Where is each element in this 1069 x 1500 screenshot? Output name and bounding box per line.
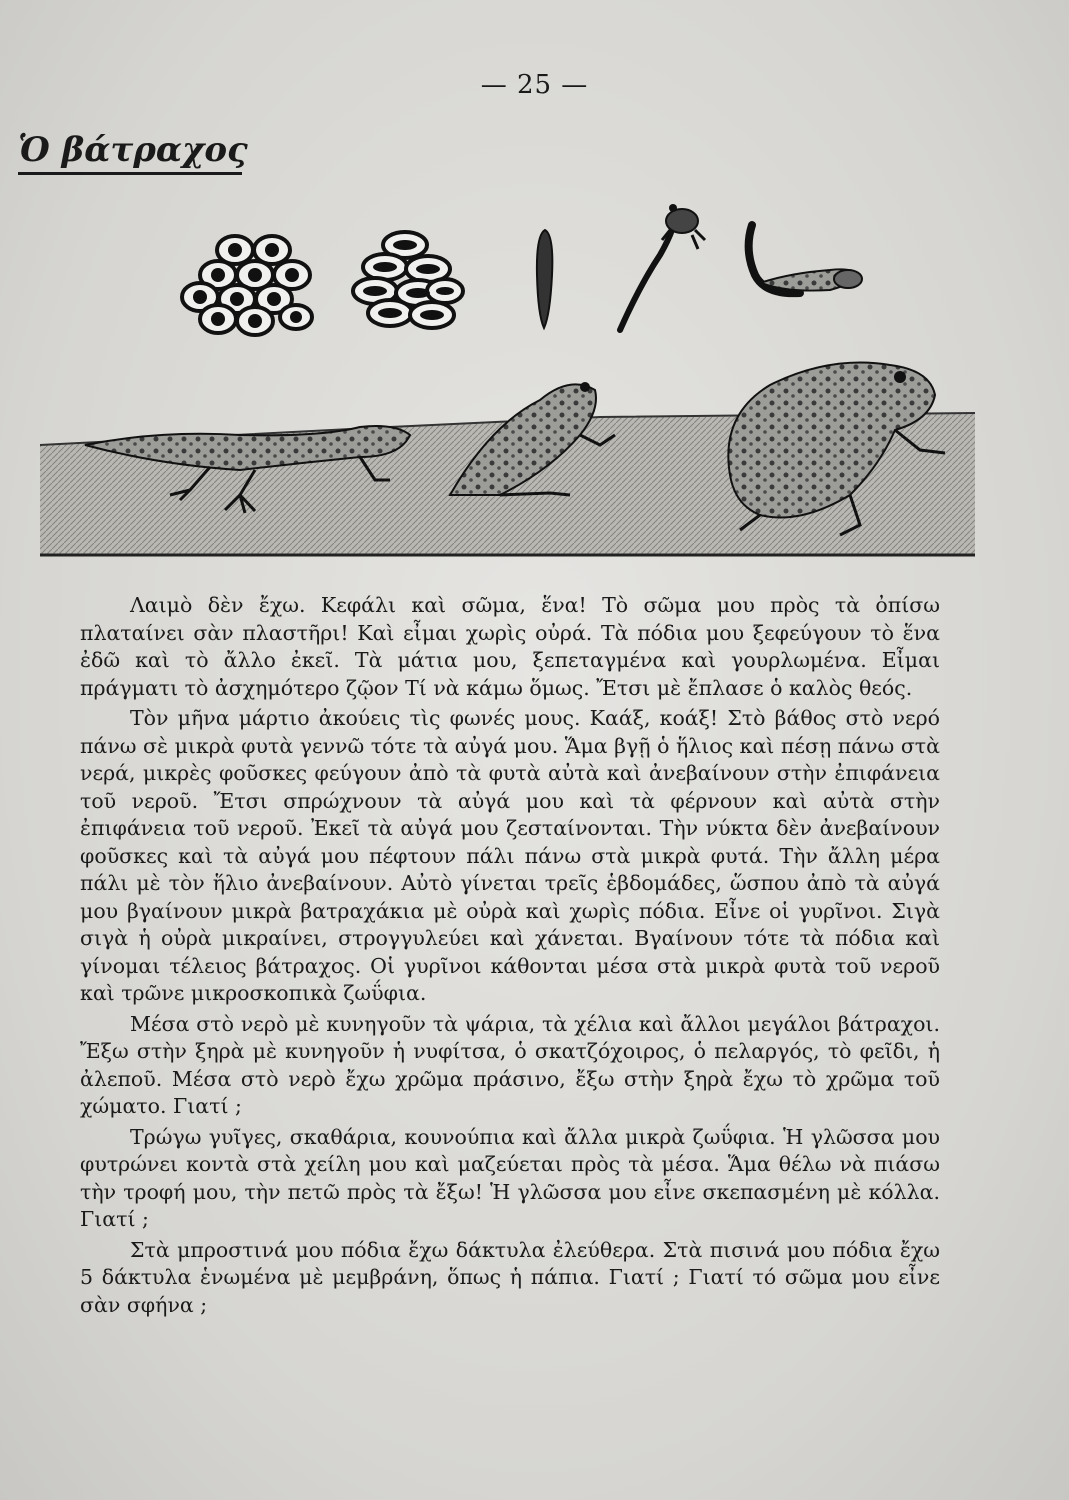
- tadpole: [749, 225, 862, 293]
- body-text: [80, 592, 940, 1319]
- frog-life-cycle-illustration: [40, 195, 975, 565]
- embryo-stage: [537, 230, 552, 328]
- tadpole-with-gills: [620, 204, 705, 330]
- egg-cluster-2: [353, 232, 463, 328]
- page-title: Ὁ βάτραχος: [18, 130, 248, 170]
- paragraph-4: Τρώγω γυῖγες, σκαθάρια, κουνούπια καὶ ἄλλα μικρὰ ζωΰφια. Ἡ γλῶσσα μου φυτρώνει κοντὰ στὰ χείλη μου καὶ μαζεύεται πρὸς τὰ μέσα. Ἅμα θέλω νὰ πιάσω τὴν τροφή μου, τὴν πετῶ πρὸς τὰ ἔξω! Ἡ γλῶσσα μου εἶνε σκεπασμένη μὲ κόλλα. Γιατί ;: [80, 1124, 940, 1231]
- page-number: — 25 —: [480, 70, 589, 100]
- title-underline: [18, 172, 242, 175]
- egg-cluster-1: [182, 236, 312, 335]
- paragraph-5: Στὰ μπροστινά μου πόδια ἔχω δάκτυλα ἐλεύθερα. Στὰ πισινά μου πόδια ἔχω 5 δάκτυλα ἑνωμένα μὲ μεμβράνη, ὅπως ἡ πάπια. Γιατί ; Γιατί τό σῶμα μου εἶνε σὰν σφήνα ;: [80, 1237, 940, 1317]
- paragraph-1: Λαιμὸ δὲν ἔχω. Κεφάλι καὶ σῶμα, ἕνα! Τὸ σῶμα μου πρὸς τὰ ὀπίσω πλαταίνει σὰν πλαστῆρι! Καὶ εἶμαι χωρὶς οὐρά. Τὰ πόδια μου ξεφεύγουν τὸ ἕνα ἐδῶ καὶ τὸ ἄλλο ἐκεῖ. Τὰ μάτια μου, ξεπεταγμένα καὶ γουρλωμένα. Εἶμαι πράγματι τὸ ἀσχημότερο ζῷον Τί νὰ κάμω ὅμως. Ἔτσι μὲ ἔπλασε ὁ καλὸς θεός.: [80, 593, 940, 700]
- paragraph-2: Τὸν μῆνα μάρτιο ἀκούεις τὶς φωνές μους. Καάξ, κοάξ! Στὸ βάθος στὸ νερό πάνω σὲ μικρὰ φυτὰ γεννῶ τότε τὰ αὐγά μου. Ἅμα βγῇ ὁ ἥλιος καὶ πέσῃ πάνω στὰ νερά, μικρὲς φοῦσκες φεύγουν ἀπὸ τὰ φυτὰ αὐτὰ καὶ ἀνεβαίνουν στὴν ἐπιφάνεια τοῦ νεροῦ. Ἔτσι σπρώχνουν τὰ αὐγά μου καὶ τὰ φέρνουν καὶ αὐτὰ στὴν ἐπιφάνεια τοῦ νεροῦ. Ἐκεῖ τὰ αὐγά μου ζεσταίνονται. Τὴν νύκτα δὲν ἀνεβαίνουν φοῦσκες καὶ τὰ αὐγά μου πέφτουν πάλι πάνω στὰ μικρὰ φυτά. Τὴν ἄλλη μέρα πάλι μὲ τὸν ἥλιο ἀνεβαίνουν. Αὐτὸ γίνεται τρεῖς ἑβδομάδες, ὥσπου ἀπὸ τὰ αὐγά μου βγαίνουν μικρὰ βατραχάκια μὲ οὐρὰ καὶ χωρὶς πόδια. Εἶνε οἱ γυρῖνοι. Σιγὰ σιγὰ ἡ οὐρὰ μικραίνει, στρογγυλεύει καὶ χάνεται. Βγαίνουν τότε τὰ πόδια καὶ γίνομαι τέλειος βάτραχος. Οἱ γυρῖνοι κάθονται μέσα στὰ μικρὰ φυτὰ τοῦ νεροῦ καὶ τρῶνε μικροσκοπικὰ ζωΰφια.: [80, 706, 940, 1005]
- paragraph-3: Μέσα στὸ νερὸ μὲ κυνηγοῦν τὰ ψάρια, τὰ χέλια καὶ ἄλλοι μεγάλοι βάτραχοι. Ἔξω στὴν ξηρὰ μὲ κυνηγοῦν ἡ νυφίτσα, ὁ σκατζόχοιρος, ὁ πελαργός, τὸ φεῖδι, ἡ ἀλεποῦ. Μέσα στὸ νερὸ ἔχω χρῶμα πράσινο, ἔξω στὴν ξηρὰ ἔχω τὸ χρῶμα τοῦ χώματο. Γιατί ;: [80, 1011, 940, 1118]
